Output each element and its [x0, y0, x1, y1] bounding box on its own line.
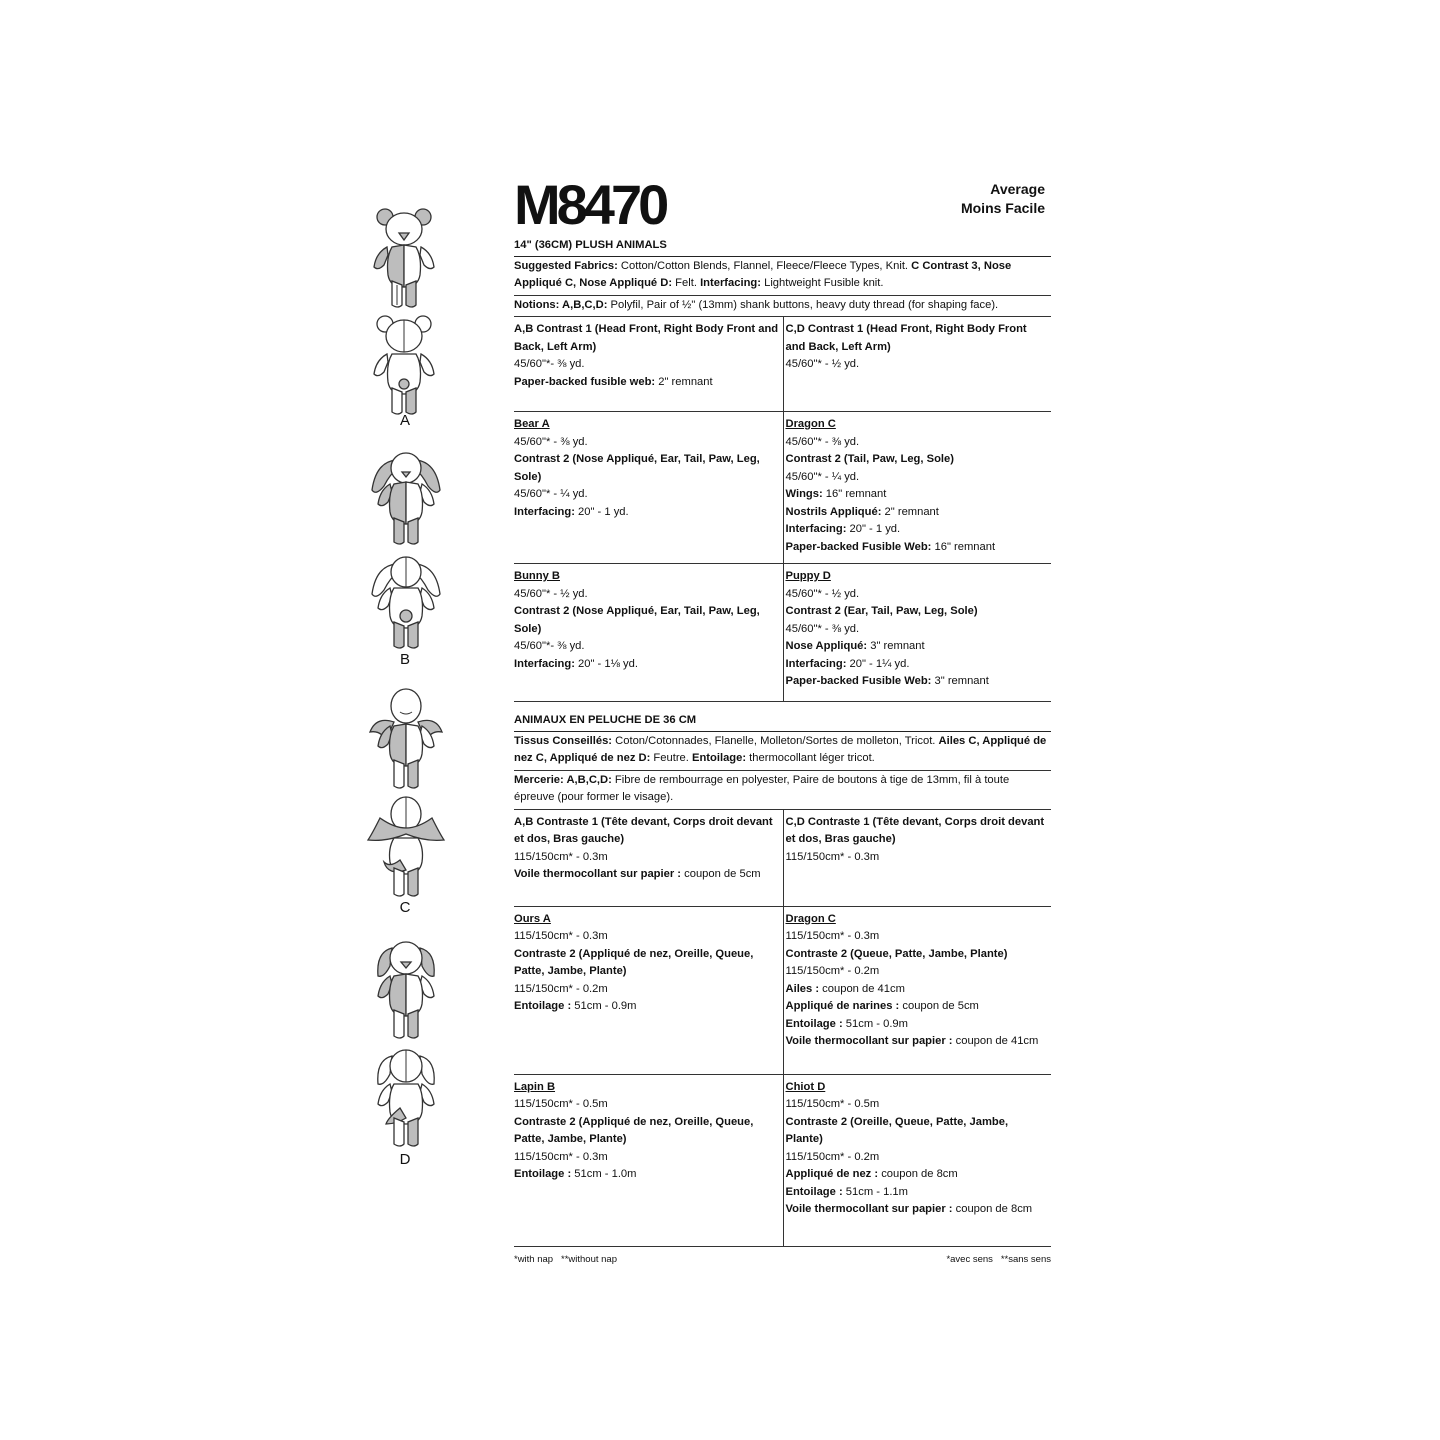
fr-interfacing-label: Entoilage: — [692, 752, 747, 764]
lapin-interfacing-text: 51cm - 1.0m — [571, 1168, 637, 1180]
lapin-yardage: 115/150cm* - 0.5m — [514, 1098, 608, 1110]
dragon-wings-text: 16" remnant — [822, 488, 887, 500]
fr-dragon-web-text: coupon de 41cm — [952, 1035, 1039, 1047]
lapin-title: Lapin B — [514, 1080, 556, 1093]
bear-back-illustration — [368, 312, 440, 416]
contrast1-cd — [783, 317, 1052, 411]
puppy-yardage: 45/60"* - ½ yd. — [785, 587, 860, 600]
view-letter-d: D — [399, 1151, 411, 1168]
view-letter-b: B — [399, 651, 410, 668]
lapin-interfacing-label: Entoilage : — [514, 1168, 572, 1180]
fr-fusible-web-label: Voile thermocollant sur papier : — [514, 868, 682, 880]
fr-dragon-interfacing-text: 51cm - 0.9m — [842, 1017, 908, 1030]
view-letter-c: C — [399, 899, 411, 916]
bunny-interfacing-text: 20" - 1⅛ yd. — [574, 657, 638, 670]
fabrics-contrast-label: C Contrast 3, Nose Appliqué C, Nose Appliqué D: — [514, 259, 1012, 289]
bunny-front-illustration — [366, 446, 446, 546]
puppy-web-label: Paper-backed Fusible Web: — [785, 675, 932, 687]
fr-notions-label: Mercerie: A,B,C,D: — [514, 773, 612, 786]
english-title: 14" (36CM) PLUSH ANIMALS — [514, 237, 1051, 257]
fr-dragon-interfacing-label: Entoilage : — [785, 1017, 843, 1030]
puppy-back-illustration — [366, 1044, 446, 1148]
notions — [514, 296, 1051, 318]
interfacing-text: Lightweight Fusible knit. — [760, 277, 884, 289]
dragon-c — [783, 412, 1052, 563]
contrast1-ab-title: A,B Contrast 1 (Head Front, Right Body Front and Back, Left Arm) — [514, 323, 779, 353]
puppy-contrast2-yardage: 45/60"* - ⅜ yd. — [785, 622, 860, 635]
fr-fabrics-label: Tissus Conseillés: — [514, 734, 613, 747]
bear-interfacing-label: Interfacing: — [514, 505, 575, 518]
puppy-title: Puppy D — [785, 570, 831, 582]
interfacing-label: Interfacing: — [700, 277, 761, 289]
fr-dragon-wings-label: Ailes : — [785, 982, 820, 995]
puppy-nose-label: Nose Appliqué: — [785, 640, 868, 652]
ours-contrast2: Contraste 2 (Appliqué de nez, Oreille, Queue, Patte, Jambe, Plante) — [514, 947, 754, 977]
fusible-web-text: 2" remnant — [655, 375, 713, 388]
dragon-nostrils-label: Nostrils Appliqué: — [785, 505, 882, 518]
dragon-contrast2-yardage: 45/60"* - ¼ yd. — [785, 470, 860, 483]
fabrics-label: Suggested Fabrics: — [514, 259, 618, 272]
bear-contrast2: Contrast 2 (Nose Appliqué, Ear, Tail, Paw, Leg, Sole) — [514, 453, 760, 483]
dragon-web-label: Paper-backed Fusible Web: — [785, 540, 932, 553]
puppy-interfacing-label: Interfacing: — [785, 657, 847, 670]
difficulty-rating — [880, 180, 1045, 218]
bunny-puppy-row — [514, 564, 1051, 702]
fr-contrast1-ab-yardage: 115/150cm* - 0.3m — [514, 850, 608, 863]
dragon-web-text: 16" remnant — [931, 540, 996, 553]
dragon-interfacing-text: 20" - 1 yd. — [846, 523, 901, 535]
puppy-d — [783, 564, 1052, 701]
bear-title: Bear A — [514, 418, 550, 430]
fr-dragon-yardage: 115/150cm* - 0.3m — [785, 930, 880, 942]
chiot-interfacing-text: 51cm - 1.1m — [842, 1185, 908, 1198]
fr-fabrics-felt: Feutre. — [650, 752, 692, 764]
dragon-wings-label: Wings: — [785, 488, 823, 500]
lapin-contrast2-yardage: 115/150cm* - 0.3m — [514, 1150, 608, 1163]
suggested-fabrics — [514, 257, 1051, 296]
fr-bear-dragon-row — [514, 907, 1051, 1075]
fr-interfacing-text: thermocollant léger tricot. — [746, 752, 875, 764]
notions-text: Polyfil, Pair of ½" (13mm) shank buttons, heavy duty thread (for shaping face). — [607, 298, 999, 311]
fr-dragon-title: Dragon C — [785, 912, 836, 925]
fr-dragon-contrast2: Contraste 2 (Queue, Patte, Jambe, Plante) — [785, 947, 1008, 960]
bunny-title: Bunny B — [514, 570, 560, 582]
fr-fabrics-text: Coton/Cotonnades, Flanelle, Molleton/Sortes de molleton, Tricot. — [612, 734, 939, 747]
puppy-web-text: 3" remnant — [931, 675, 989, 687]
bear-interfacing-text: 20" - 1 yd. — [574, 505, 629, 518]
bunny-interfacing-label: Interfacing: — [514, 657, 575, 670]
contrast1-cd-yardage: 45/60"* - ½ yd. — [785, 358, 860, 370]
fabrics-felt: Felt. — [672, 277, 701, 289]
difficulty-fr: Moins Facile — [960, 200, 1045, 216]
dragon-nostrils-text: 2" remnant — [881, 505, 939, 518]
dragon-yardage: 45/60"* - ⅜ yd. — [785, 435, 860, 448]
ours-a — [514, 907, 783, 1074]
fr-bunny-puppy-row — [514, 1075, 1051, 1247]
mercerie — [514, 771, 1051, 810]
chiot-interfacing-label: Entoilage : — [785, 1185, 843, 1198]
fusible-web-label: Paper-backed fusible web: — [514, 375, 656, 388]
fr-contrast1-ab — [514, 810, 783, 906]
french-title: ANIMAUX EN PELUCHE DE 36 CM — [514, 712, 1051, 732]
fr-dragon-contrast2-yardage: 115/150cm* - 0.2m — [785, 965, 880, 977]
notions-label: Notions: A,B,C,D: — [514, 298, 608, 311]
fr-dragon-nostrils-label: Appliqué de narines : — [785, 1000, 900, 1012]
footnotes — [514, 1251, 1051, 1269]
ours-yardage: 115/150cm* - 0.3m — [514, 930, 608, 942]
fabric-requirements — [514, 237, 1051, 1268]
fr-fusible-web-text: coupon de 5cm — [681, 868, 761, 880]
chiot-web-label: Voile thermocollant sur papier : — [785, 1203, 953, 1215]
fr-dragon-c — [783, 907, 1052, 1074]
chiot-title: Chiot D — [785, 1080, 826, 1093]
chiot-nose-text: coupon de 8cm — [878, 1168, 958, 1180]
dragon-back-illustration — [366, 794, 446, 898]
bunny-yardage: 45/60"* - ½ yd. — [514, 587, 588, 600]
bunny-contrast2-yardage: 45/60"*- ⅜ yd. — [514, 640, 585, 652]
fr-contrast1-row — [514, 810, 1051, 907]
fr-contrast1-cd-title: C,D Contraste 1 (Tête devant, Corps droit devant et dos, Bras gauche) — [785, 815, 1045, 845]
bear-a — [514, 412, 783, 563]
puppy-contrast2: Contrast 2 (Ear, Tail, Paw, Leg, Sole) — [785, 605, 978, 617]
bear-dragon-row — [514, 412, 1051, 564]
ours-title: Ours A — [514, 912, 551, 925]
ours-interfacing-text: 51cm - 0.9m — [571, 1000, 637, 1012]
footnote-en: *with nap **without nap — [514, 1253, 617, 1265]
bear-contrast2-yardage: 45/60"* - ¼ yd. — [514, 488, 588, 500]
bunny-contrast2: Contrast 2 (Nose Appliqué, Ear, Tail, Paw, Leg, Sole) — [514, 605, 760, 635]
dragon-interfacing-label: Interfacing: — [785, 523, 847, 535]
footnote-fr: *avec sens **sans sens — [946, 1253, 1051, 1265]
lapin-contrast2: Contraste 2 (Appliqué de nez, Oreille, Queue, Patte, Jambe, Plante) — [514, 1115, 754, 1145]
dragon-front-illustration — [366, 686, 446, 790]
fr-dragon-web-label: Voile thermocollant sur papier : — [785, 1035, 953, 1047]
chiot-nose-label: Appliqué de nez : — [785, 1168, 879, 1180]
contrast1-cd-title: C,D Contrast 1 (Head Front, Right Body Front and Back, Left Arm) — [785, 323, 1027, 353]
bear-yardage: 45/60"* - ⅜ yd. — [514, 435, 588, 448]
difficulty-en: Average — [990, 181, 1045, 197]
chiot-yardage: 115/150cm* - 0.5m — [785, 1098, 880, 1110]
dragon-title: Dragon C — [785, 418, 836, 430]
contrast1-ab — [514, 317, 783, 411]
chiot-contrast2-yardage: 115/150cm* - 0.2m — [785, 1150, 880, 1163]
fr-fabrics-contrast-label: Ailes C, Appliqué de nez C, Appliqué de nez D: — [514, 734, 1047, 764]
chiot-d — [783, 1075, 1052, 1246]
fr-notions-text: Fibre de rembourrage en polyester, Paire de boutons à tige de 13mm, fil à toute épreuve (pour former le visage). — [514, 773, 1010, 803]
fr-contrast1-cd — [783, 810, 1052, 906]
ours-interfacing-label: Entoilage : — [514, 1000, 572, 1012]
ours-contrast2-yardage: 115/150cm* - 0.2m — [514, 982, 608, 995]
fabrics-text: Cotton/Cotton Blends, Flannel, Fleece/Fleece Types, Knit. — [617, 259, 912, 272]
contrast1-ab-yardage: 45/60"*- ⅜ yd. — [514, 358, 585, 370]
fr-contrast1-ab-title: A,B Contraste 1 (Tête devant, Corps droit devant et dos, Bras gauche) — [514, 815, 773, 845]
dragon-contrast2: Contrast 2 (Tail, Paw, Leg, Sole) — [785, 453, 954, 465]
puppy-nose-text: 3" remnant — [867, 640, 925, 652]
chiot-contrast2: Contraste 2 (Oreille, Queue, Patte, Jambe, Plante) — [785, 1115, 1009, 1145]
fr-dragon-wings-text: coupon de 41cm — [819, 982, 905, 995]
fr-contrast1-cd-yardage: 115/150cm* - 0.3m — [785, 850, 880, 863]
bunny-b — [514, 564, 783, 701]
chiot-web-text: coupon de 8cm — [952, 1203, 1033, 1215]
contrast1-row — [514, 317, 1051, 412]
bear-front-illustration — [368, 205, 440, 309]
view-letter-a: A — [399, 412, 410, 429]
puppy-front-illustration — [366, 936, 446, 1040]
bunny-back-illustration — [366, 550, 446, 650]
lapin-b — [514, 1075, 783, 1246]
tissus-conseilles — [514, 732, 1051, 771]
pattern-number: M8470 — [514, 173, 666, 236]
fr-dragon-nostrils-text: coupon de 5cm — [899, 1000, 979, 1012]
puppy-interfacing-text: 20" - 1¼ yd. — [846, 657, 910, 670]
